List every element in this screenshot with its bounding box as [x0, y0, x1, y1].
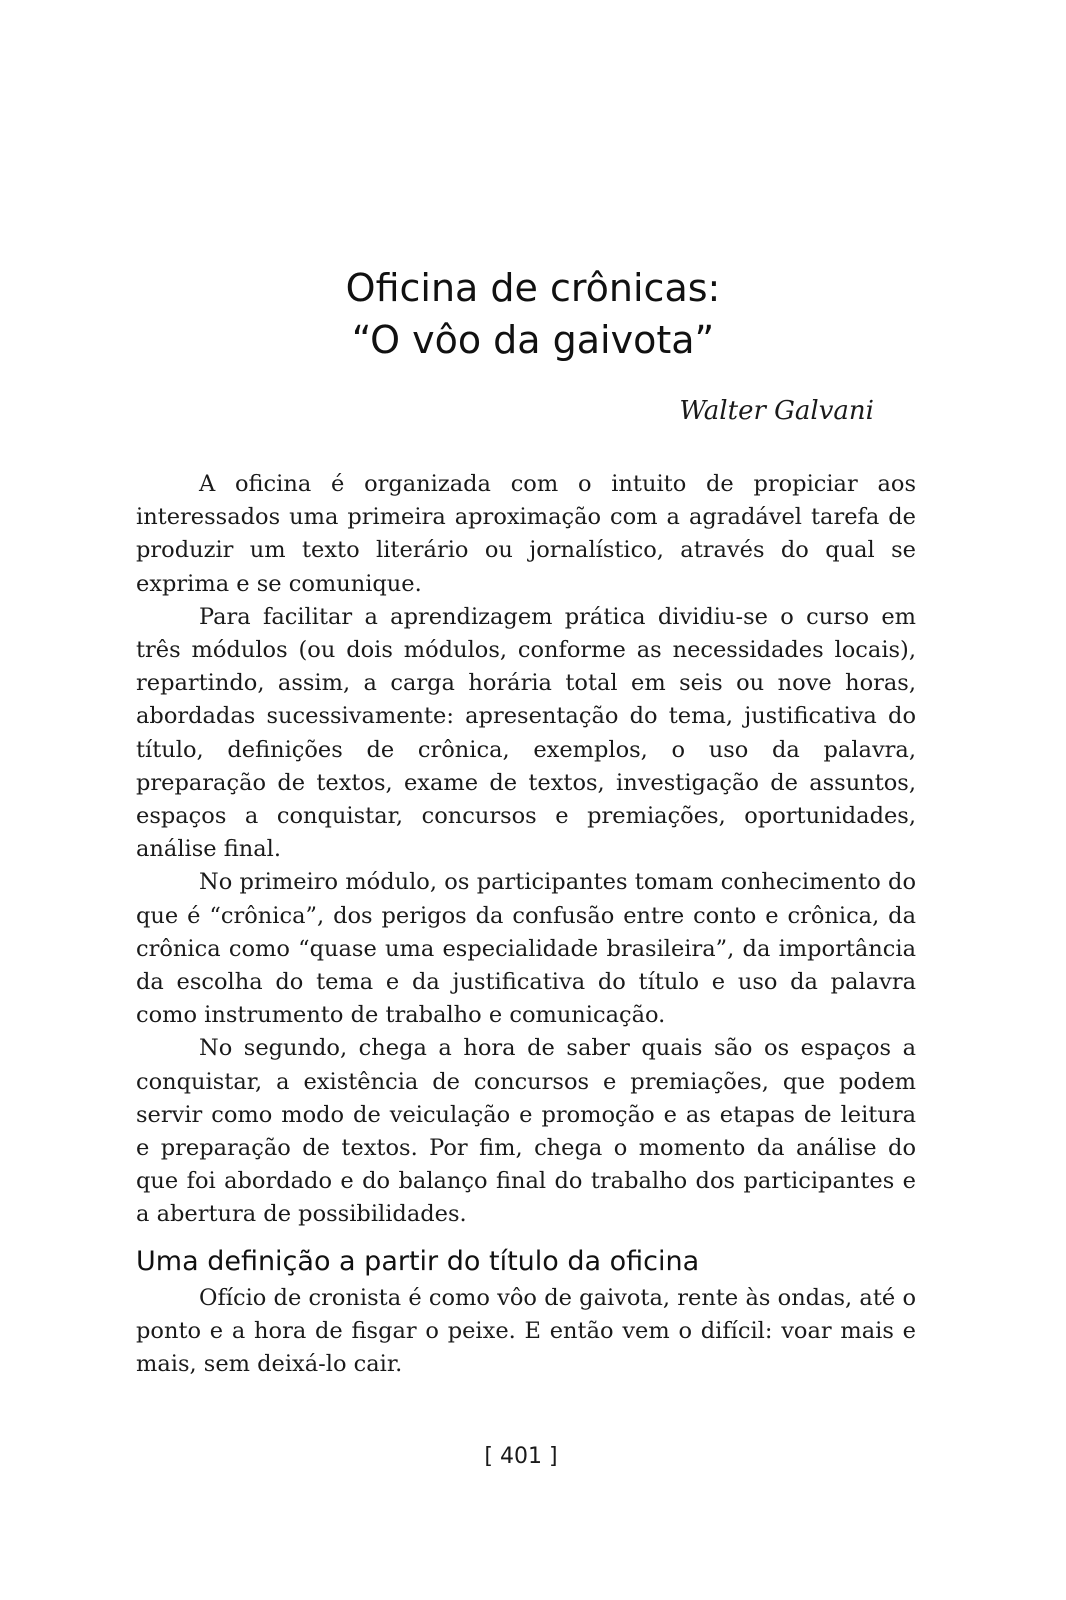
- paragraph-1: A oficina é organizada com o intuito de propiciar aos interessados uma primeira aproximação com a agradável tarefa de produzir um texto literário ou jornalístico, através do qual se exprima e se comunique.: [136, 471, 916, 597]
- chapter-title: [0, 262, 1066, 366]
- section-paragraph: Ofício de cronista é como vôo de gaivota, rente às ondas, até o ponto e a hora de fisgar o peixe. E então vem o difícil: voar mais e mais, sem deixá-lo cair.: [136, 1284, 916, 1378]
- section-heading: Uma definição a partir do título da oficina: [136, 1245, 700, 1277]
- author-name: Walter Galvani: [679, 396, 874, 426]
- paragraph-3: No primeiro módulo, os participantes tomam conhecimento do que é “crônica”, dos perigos da confusão entre conto e crônica, da crônica como “quase uma especialidade brasileira”, da importância da escolha do tema e da justificativa do título e uso da palavra como instrumento de trabalho e comunicação.: [136, 869, 916, 1029]
- body-text: [136, 468, 916, 1381]
- chapter-title-line-1: Oficina de crônicas:: [345, 266, 721, 310]
- chapter-title-line-2: “O vôo da gaivota”: [351, 318, 715, 362]
- paragraph-2: Para facilitar a aprendizagem prática dividiu-se o curso em três módulos (ou dois módulos, conforme as necessidades locais), repartindo, assim, a carga horária total em seis ou nove horas, abordadas sucessivamente: apresentação do tema, justificativa do título, definições de crônica, exemplos, o uso da palavra, preparação de textos, exame de textos, investigação de assuntos, espaços a conquistar, concursos e premiações, oportunidades, análise final.: [136, 603, 916, 863]
- page-number: [ 401 ]: [484, 1444, 558, 1469]
- paragraph-4: No segundo, chega a hora de saber quais são os espaços a conquistar, a existência de concursos e premiações, que podem servir como modo de veiculação e promoção e as etapas de leitura e preparação de textos. Por fim, chega o momento da análise do que foi abordado e do balanço final do trabalho dos participantes e a abertura de possibilidades.: [136, 1035, 916, 1228]
